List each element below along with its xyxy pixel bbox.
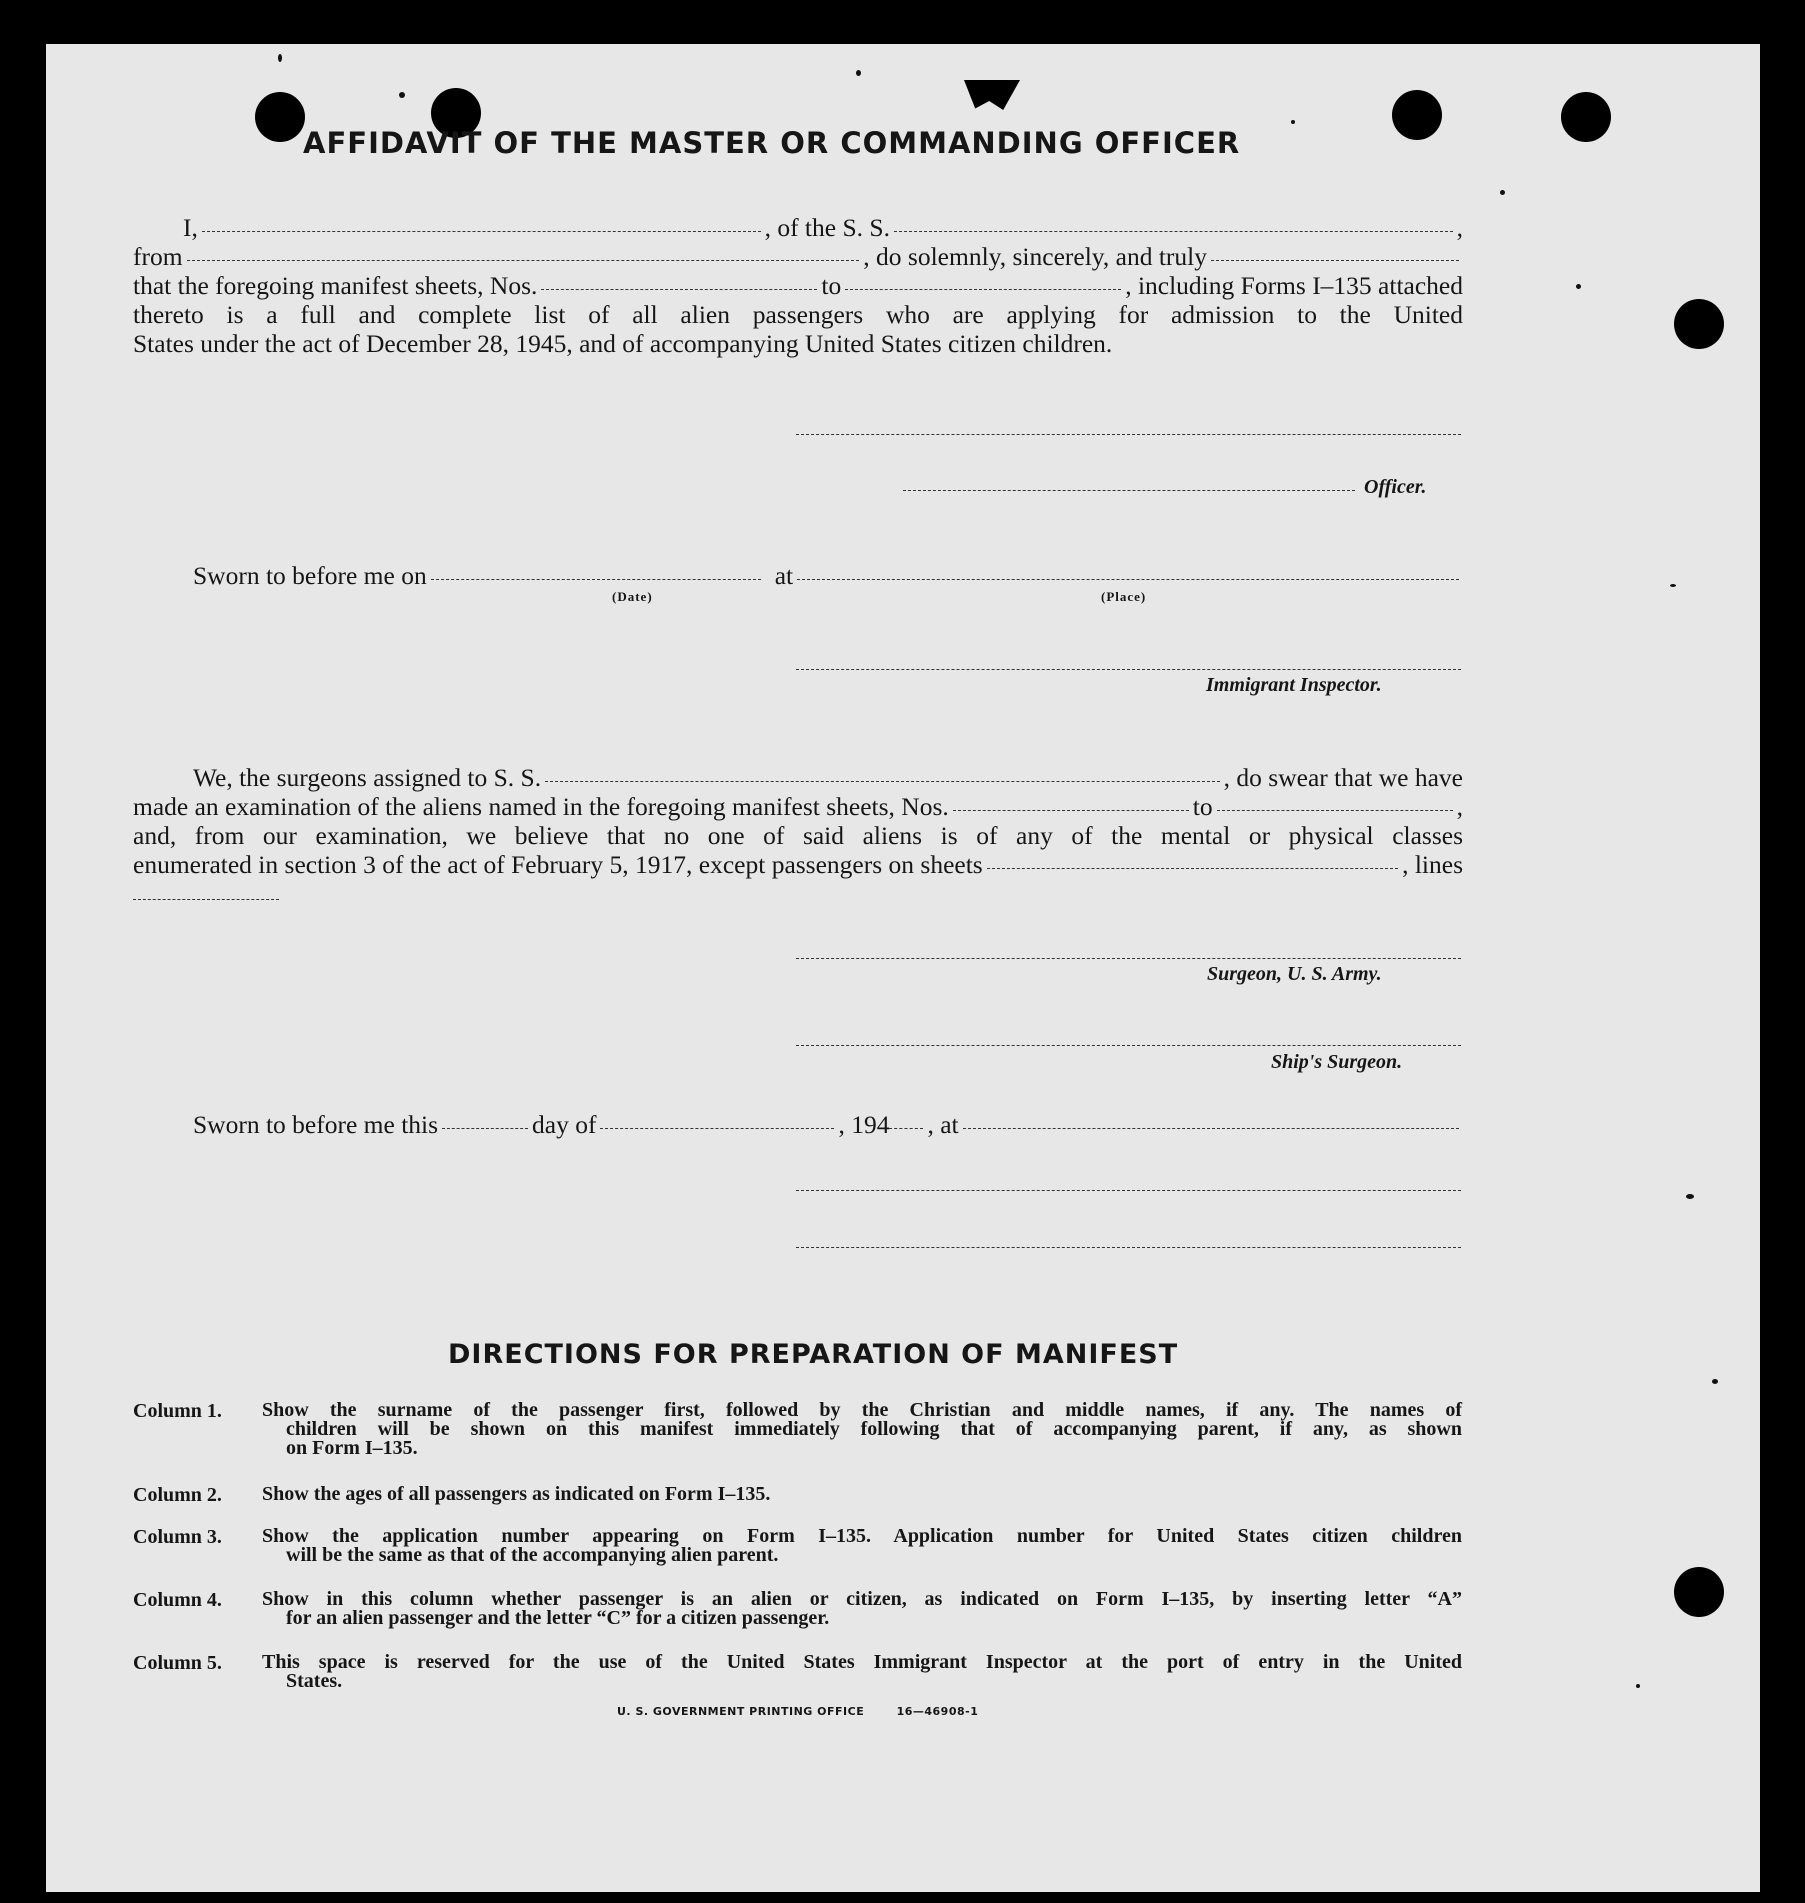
speck: [278, 54, 282, 62]
speck: [856, 70, 861, 76]
speck: [1712, 1379, 1718, 1384]
direction-label: Column 1.: [133, 1400, 222, 1422]
speck: [1686, 1194, 1694, 1199]
punch-hole: [1561, 92, 1611, 142]
sworn-signature-field-2[interactable]: [796, 1247, 1461, 1248]
officer-title-field[interactable]: [903, 490, 1355, 491]
text: day of: [532, 1110, 597, 1139]
master-line-3: [133, 271, 1463, 300]
text: , of the S. S.: [764, 213, 890, 242]
date-label: (Date): [612, 589, 653, 604]
printer-imprint: [617, 1705, 978, 1718]
exam-sheet-from-field[interactable]: [953, 810, 1189, 811]
sheet-from-field[interactable]: [541, 289, 817, 290]
except-lines-field[interactable]: [133, 899, 279, 900]
sheet-to-field[interactable]: [845, 289, 1121, 290]
sworn-surgeons-place-field[interactable]: [963, 1128, 1459, 1129]
text: , at: [927, 1110, 959, 1139]
sworn-day-field[interactable]: [442, 1128, 528, 1129]
direction-text-line: This space is reserved for the use of the United States Immigrant Inspector at the port of entry in the United: [262, 1651, 1462, 1673]
direction-text: [262, 1653, 1462, 1691]
sworn-surgeons-line: [193, 1110, 1463, 1139]
direction-text-line: Show the application number appearing on Form I–135. Application number for United States citizen children: [262, 1525, 1462, 1547]
sworn-month-field[interactable]: [600, 1128, 834, 1129]
direction-text-line: children will be shown on this manifest immediately following that of accompanying parent, if any, as shown: [286, 1418, 1462, 1440]
sworn-date-field[interactable]: [431, 579, 761, 580]
text: to: [1192, 792, 1213, 821]
directions-title: DIRECTIONS FOR PREPARATION OF MANIFEST: [448, 1339, 1179, 1370]
sworn-year-field[interactable]: [889, 1128, 923, 1129]
text: to: [821, 271, 842, 300]
direction-text-line: Show the ages of all passengers as indicated on Form I–135.: [262, 1483, 771, 1505]
text: made an examination of the aliens named in the foregoing manifest sheets, Nos.: [133, 792, 949, 821]
speck: [1500, 190, 1505, 195]
direction-label: Column 5.: [133, 1652, 222, 1674]
text: enumerated in section 3 of the act of February 5, 1917, except passengers on sheets: [133, 850, 983, 879]
punch-hole: [1392, 90, 1442, 140]
direction-text: [262, 1485, 1462, 1504]
except-sheets-field[interactable]: [987, 868, 1398, 869]
direction-text-line: for an alien passenger and the letter “C” for a citizen passenger.: [286, 1607, 830, 1629]
direction-label: Column 2.: [133, 1484, 222, 1506]
departure-port-field[interactable]: [187, 260, 860, 261]
direction-label: Column 3.: [133, 1526, 222, 1548]
master-line-4: thereto is a full and complete list of all alien passengers who are applying for admission to the United: [133, 300, 1463, 329]
printer-name: U. S. GOVERNMENT PRINTING OFFICE: [617, 1705, 865, 1718]
direction-text-line: Show the surname of the passenger first, followed by the Christian and middle names, if any. The names of: [262, 1399, 1462, 1421]
text: Sworn to before me on: [193, 561, 427, 590]
text: , 194: [838, 1110, 890, 1139]
master-signature-field[interactable]: [796, 434, 1461, 435]
ship-surgeon-caption: Ship's Surgeon.: [1271, 1051, 1403, 1073]
sworn-master-line: [193, 561, 1463, 590]
inspector-signature-field[interactable]: [796, 669, 1461, 670]
inspector-caption: Immigrant Inspector.: [1206, 674, 1382, 696]
text: , do swear that we have: [1223, 763, 1463, 792]
text: from: [133, 242, 183, 271]
exam-sheet-to-field[interactable]: [1217, 810, 1453, 811]
text: , lines: [1402, 850, 1463, 879]
speck: [1636, 1684, 1640, 1688]
text: , including Forms I–135 attached: [1125, 271, 1464, 300]
punch-hole: [255, 92, 305, 142]
sworn-signature-field-1[interactable]: [796, 1190, 1461, 1191]
direction-text: [262, 1401, 1462, 1458]
master-line-2: [133, 242, 1463, 271]
master-name-field[interactable]: [202, 231, 761, 232]
ship-surgeon-signature-field[interactable]: [796, 1045, 1461, 1046]
master-line-1: [133, 213, 1463, 242]
direction-text-line: will be the same as that of the accompanying alien parent.: [286, 1544, 779, 1566]
army-surgeon-caption: Surgeon, U. S. Army.: [1207, 963, 1382, 985]
surgeons-line-3: and, from our examination, we believe that no one of said aliens is of any of the mental or physical classes: [133, 821, 1463, 850]
text: at: [774, 561, 794, 590]
surgeons-line-4: [133, 850, 1463, 879]
punch-hole: [1674, 299, 1724, 349]
text: Sworn to before me this: [193, 1110, 439, 1139]
form-title: AFFIDAVIT OF THE MASTER OR COMMANDING OFFICER: [303, 126, 1241, 160]
direction-text-line: on Form I–135.: [286, 1437, 418, 1459]
army-surgeon-signature-field[interactable]: [796, 958, 1461, 959]
speck: [1670, 584, 1676, 587]
surgeons-line-2: [133, 792, 1463, 821]
direction-text-line: States.: [286, 1670, 343, 1692]
text: that the foregoing manifest sheets, Nos.: [133, 271, 538, 300]
place-label: (Place): [1101, 589, 1147, 604]
surgeons-line-1: [133, 763, 1463, 792]
text: , do solemnly, sincerely, and truly: [863, 242, 1207, 271]
text: ,: [1456, 792, 1464, 821]
direction-text-line: Show in this column whether passenger is an alien or citizen, as indicated on Form I–135, by inserting letter “A”: [262, 1588, 1462, 1610]
text: I,: [183, 213, 198, 242]
speck: [1291, 120, 1295, 124]
text: We, the surgeons assigned to S. S.: [193, 763, 542, 792]
form-code: 16—46908-1: [896, 1705, 979, 1718]
speck: [1576, 284, 1581, 289]
sworn-place-field[interactable]: [797, 579, 1459, 580]
master-line-5: States under the act of December 28, 1945, and of accompanying United States citizen children.: [133, 329, 1113, 358]
text: ,: [1456, 213, 1464, 242]
torn-edge: [964, 80, 1020, 110]
oath-type-field[interactable]: [1211, 260, 1459, 261]
direction-text: [262, 1590, 1462, 1628]
direction-text: [262, 1527, 1462, 1565]
officer-caption: Officer.: [1364, 476, 1427, 498]
surgeons-ship-field[interactable]: [545, 781, 1220, 782]
punch-hole: [1674, 1567, 1724, 1617]
ship-name-field[interactable]: [894, 231, 1453, 232]
speck: [399, 92, 405, 98]
direction-label: Column 4.: [133, 1589, 222, 1611]
